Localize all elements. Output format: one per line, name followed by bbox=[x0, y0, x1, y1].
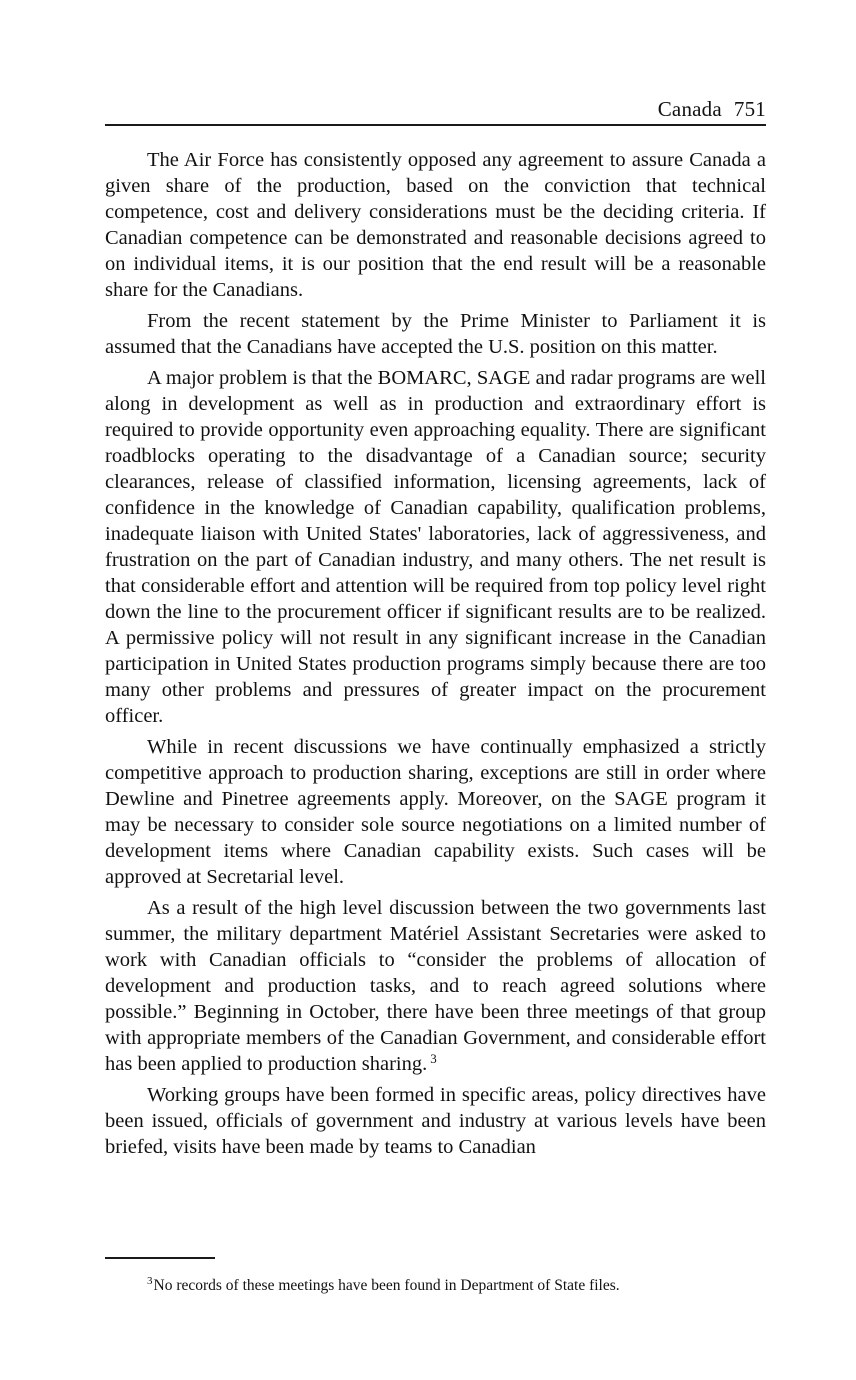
paragraph: Working groups have been formed in specific areas, policy directives have been issued, officials of government and industry at various levels have been briefed, visits have been made by teams to Canadian bbox=[105, 1084, 766, 1158]
footnote-marker: 3 bbox=[147, 1275, 153, 1287]
paragraph: The Air Force has consistently opposed any agreement to assure Canada a given share of the production, based on the conviction that technical competence, cost and delivery considerations must be the deciding criteria. If Canadian competence can be demonstrated and reasonable decisions agreed to on individual items, it is our position that the end result will be a reasonable share for the Canadians. bbox=[105, 149, 766, 301]
running-head bbox=[105, 95, 766, 123]
running-head-section: Canada bbox=[657, 97, 722, 121]
footnote-text: No records of these meetings have been found in Department of State files. bbox=[153, 1277, 620, 1294]
paragraph-with-footnote bbox=[105, 895, 766, 1077]
paragraph: While in recent discussions we have continually emphasized a strictly competitive approach to production sharing, exceptions are still in order where Dewline and Pinetree agreements apply. Moreover, on the SAGE program it may be necessary to consider sole source negotiations on a limited number of development items where Canadian capability exists. Such cases will be approved at Secretarial level. bbox=[105, 736, 766, 888]
footnote bbox=[147, 1275, 787, 1297]
paragraph-text: As a result of the high level discussion between the two governments last summer, the military department Matériel Assistant Secretaries were asked to work with Canadian officials to “consider the problems of allocation of development and production tasks, and to reach agreed solutions where possible.” Beginning in October, there have been three meetings of that group with appropriate members of the Canadian Government, and considerable effort has been applied to production sharing. bbox=[105, 897, 766, 1075]
paragraph: A major problem is that the BOMARC, SAGE and radar programs are well along in development as well as in production and extraordinary effort is required to provide opportunity even approaching equality. There are significant roadblocks operating to the disadvantage of a Canadian source; security clearances, release of classified information, licensing agreements, lack of confidence in the knowledge of Canadian capability, qualification problems, inadequate liaison with United States' laboratories, lack of aggressiveness, and frustration on the part of Canadian industry, and many others. The net result is that considerable effort and attention will be required from top policy level right down the line to the procurement officer if significant results are to be realized. A permissive policy will not result in any significant increase in the Canadian participation in United States production programs simply because there are too many other problems and pressures of greater impact on the procurement officer. bbox=[105, 367, 766, 727]
page-number: 751 bbox=[733, 97, 766, 121]
header-rule bbox=[105, 124, 766, 126]
footnote-rule bbox=[105, 1257, 215, 1259]
paragraph: From the recent statement by the Prime Minister to Parliament it is assumed that the Canadians have accepted the U.S. position on this matter. bbox=[105, 310, 766, 358]
body-text bbox=[105, 147, 766, 1165]
footnote-reference: 3 bbox=[430, 1051, 437, 1066]
